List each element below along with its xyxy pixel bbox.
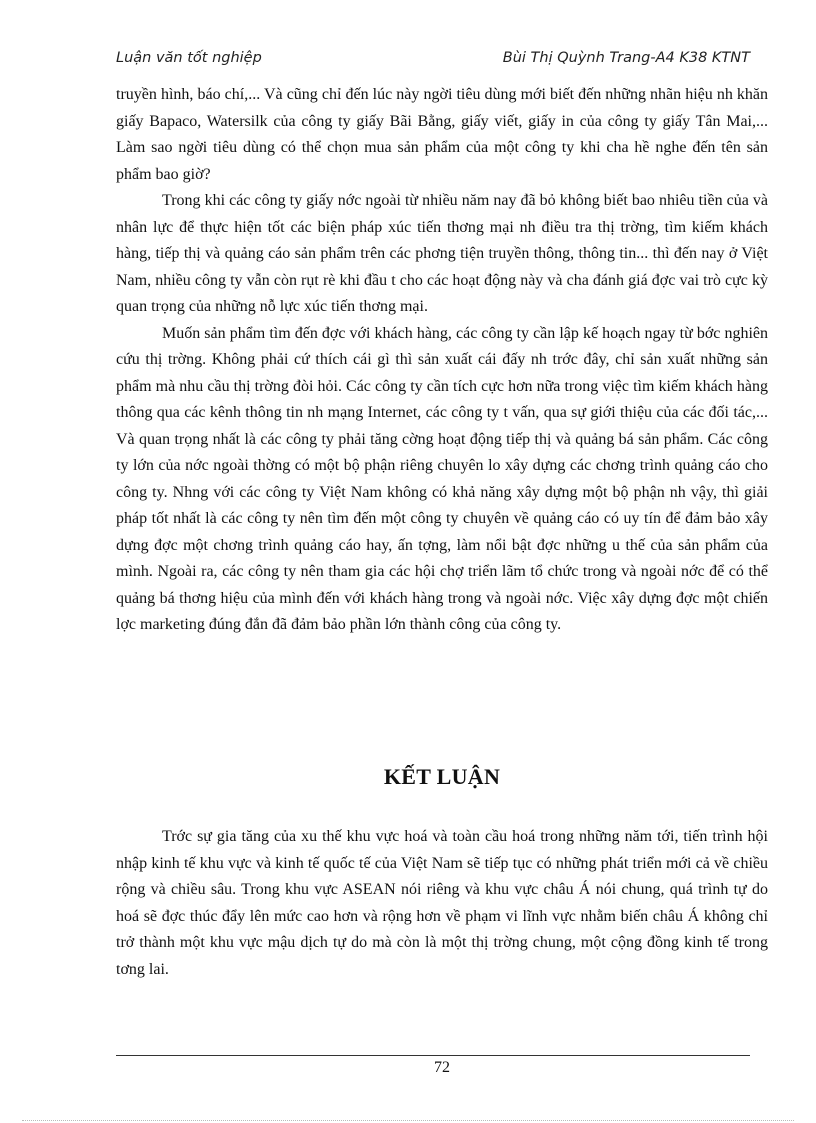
conclusion-text: [116, 824, 768, 983]
body-text: [116, 82, 768, 639]
page-header: [116, 50, 750, 74]
paragraph-continuation: truyền hình, báo chí,... Và cũng chỉ đến lúc này ngời tiêu dùng mới biết đến những nhãn hiệu nh khăn giấy Bapaco, Watersilk của công ty giấy Bãi Bằng, giấy viết, giấy in của công ty giấy Tân Mai,... Làm sao ngời tiêu dùng có thể chọn mua sản phẩm của một công ty khi cha hề nghe đến tên sản phẩm bao giờ?: [116, 86, 768, 183]
paragraph-conclusion: Trớc sự gia tăng của xu thế khu vực hoá và toàn cầu hoá trong những năm tới, tiến trình hội nhập kinh tế khu vực và kinh tế quốc tế của Việt Nam sẽ tiếp tục có những phát triển mới cả về chiều rộng và chiều sâu. Trong khu vực ASEAN nói riêng và khu vực châu Á nói chung, quá trình tự do hoá sẽ đợc thúc đẩy lên mức cao hơn và rộng hơn về phạm vi lĩnh vực nhằm biến châu Á không chỉ trở thành một khu vực mậu dịch tự do mà còn là một thị trờng chung, một cộng đồng kinh tế trong tơng lai.: [116, 828, 768, 978]
page-bottom-edge: [22, 1120, 794, 1121]
footer-divider: [116, 1055, 750, 1056]
section-title: KẾT LUẬN: [383, 764, 501, 789]
paragraph-foreign-companies: Trong khi các công ty giấy nớc ngoài từ nhiều năm nay đã bỏ không biết bao nhiêu tiền của và nhân lực để thực hiện tốt các biện pháp xúc tiến thơng mại nh điều tra thị trờng, tìm kiếm khách hàng, tiếp thị và quảng cáo sản phẩm trên các phơng tiện truyền thông, thông tin... thì đến nay ở Việt Nam, nhiều công ty vẫn còn rụt rè khi đầu t cho các hoạt động này và cha đánh giá đợc vai trò cực kỳ quan trọng của những nỗ lực xúc tiến thơng mại.: [116, 192, 768, 315]
paragraph-marketing-plan: Muốn sản phẩm tìm đến đợc với khách hàng, các công ty cần lập kế hoạch ngay từ bớc nghiên cứu thị trờng. Không phải cứ thích cái gì thì sản xuất cái đấy nh trớc đây, chỉ sản xuất những sản phẩm mà nhu cầu thị trờng đòi hỏi. Các công ty cần tích cực hơn nữa trong việc tìm kiếm khách hàng thông qua các kênh thông tin nh mạng Internet, các công ty t vấn, qua sự giới thiệu của các đối tác,... Và quan trọng nhất là các công ty phải tăng cờng hoạt động tiếp thị và quảng bá sản phẩm. Các công ty lớn của nớc ngoài thờng có một bộ phận riêng chuyên lo xây dựng các chơng trình quảng cáo cho công ty. Nhng với các công ty Việt Nam không có khả năng xây dựng một bộ phận nh vậy, thì giải pháp tốt nhất là các công ty nên tìm đến một công ty chuyên về quảng cáo có uy tín để đảm bảo xây dựng đợc một chơng trình quảng cáo hay, ấn tợng, làm nổi bật đợc những u thế của sản phẩm của mình. Ngoài ra, các công ty nên tham gia các hội chợ triển lãm tổ chức trong và ngoài nớc để có thể quảng bá thơng hiệu của mình đến với khách hàng trong và ngoài nớc. Việc xây dựng đợc một chiến lợc marketing đúng đắn đã đảm bảo phần lớn thành công của công ty.: [116, 324, 768, 633]
page-number: 72: [434, 1059, 450, 1076]
header-author: Bùi Thị Quỳnh Trang-A4 K38 KTNT: [502, 50, 750, 66]
header-thesis-label: Luận văn tốt nghiệp: [116, 50, 262, 66]
